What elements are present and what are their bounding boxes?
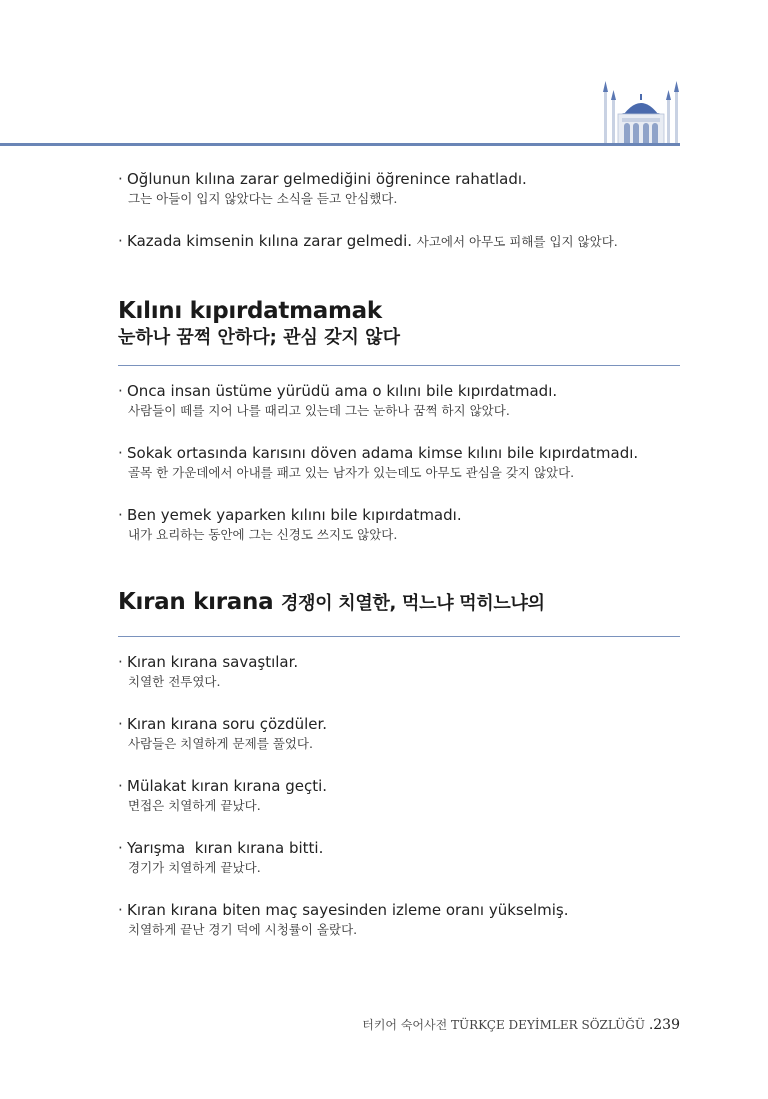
example-item [118,775,680,815]
example-korean: 치열하게 끝난 경기 덕에 시청률이 올랐다. [128,922,358,937]
page-footer [362,1016,680,1033]
example-korean: 사고에서 아무도 피해를 입지 않았다. [416,234,618,249]
idiom-title: Kılını kıpırdatmamak [118,298,382,324]
example-turkish: Oğlunun kılına zarar gelmediğini öğrenince rahatladı. [127,170,527,188]
example-korean: 경기가 치열하게 끝났다. [128,860,261,875]
example-item [118,380,680,420]
example-korean: 사람들은 치열하게 문제를 풀었다. [128,736,313,751]
mosque-icon [600,78,682,144]
page-content [118,168,680,939]
example-turkish: Yarışma kıran kırana bitti. [127,839,324,857]
example-turkish: Kıran kırana soru çözdüler. [127,715,328,733]
bullet: · [118,232,123,250]
example-turkish-inline [127,230,680,253]
example-korean: 골목 한 가운데에서 아내를 패고 있는 남자가 있는데도 아무도 관심을 갖지 않았다. [128,465,575,480]
idiom-title: Kıran kırana [118,589,274,615]
example-item [118,168,680,208]
example-item [118,899,680,939]
bullet: · [118,170,123,188]
section-divider [118,636,680,637]
example-item [118,651,680,691]
bullet: · [118,382,123,400]
idiom-meaning: 경쟁이 치열한, 먹느냐 먹히느냐의 [281,593,545,614]
section-divider [118,365,680,366]
example-turkish: Sokak ortasında karısını döven adama kimse kılını bile kıpırdatmadı. [127,444,639,462]
idiom-meaning: 눈하나 꿈쩍 안하다; 관심 갖지 않다 [118,327,400,348]
example-korean: 그는 아들이 입지 않았다는 소식을 듣고 안심했다. [128,191,398,206]
example-turkish: Ben yemek yaparken kılını bile kıpırdatmadı. [127,506,462,524]
example-item [118,442,680,482]
bullet: · [118,839,123,857]
page-number: .239 [648,1017,680,1033]
bullet: · [118,506,123,524]
example-korean: 면접은 치열하게 끝났다. [128,798,261,813]
example-item [118,504,680,544]
bullet: · [118,653,123,671]
example-item [118,230,680,253]
idiom-heading [118,297,680,351]
example-turkish: Onca insan üstüme yürüdü ama o kılını bile kıpırdatmadı. [127,382,558,400]
example-korean: 사람들이 떼를 지어 나를 때리고 있는데 그는 눈하나 꿈쩍 하지 않았다. [128,403,510,418]
example-item [118,713,680,753]
bullet: · [118,715,123,733]
example-item [118,837,680,877]
example-turkish: Kıran kırana biten maç sayesinden izleme oranı yükselmiş. [127,901,569,919]
bullet: · [118,777,123,795]
example-turkish: Kazada kimsenin kılına zarar gelmedi. [127,232,412,250]
example-turkish: Kıran kırana savaştılar. [127,653,299,671]
book-title: 터키어 숙어사전 TÜRKÇE DEYİMLER SÖZLÜĞÜ [362,1018,645,1032]
example-turkish: Mülakat kıran kırana geçti. [127,777,328,795]
idiom-title-line [118,588,680,618]
header-rule [0,143,680,146]
example-korean: 내가 요리하는 동안에 그는 신경도 쓰지도 않았다. [128,527,398,542]
example-korean: 치열한 전투였다. [128,674,221,689]
bullet: · [118,444,123,462]
bullet: · [118,901,123,919]
idiom-heading [118,588,680,618]
